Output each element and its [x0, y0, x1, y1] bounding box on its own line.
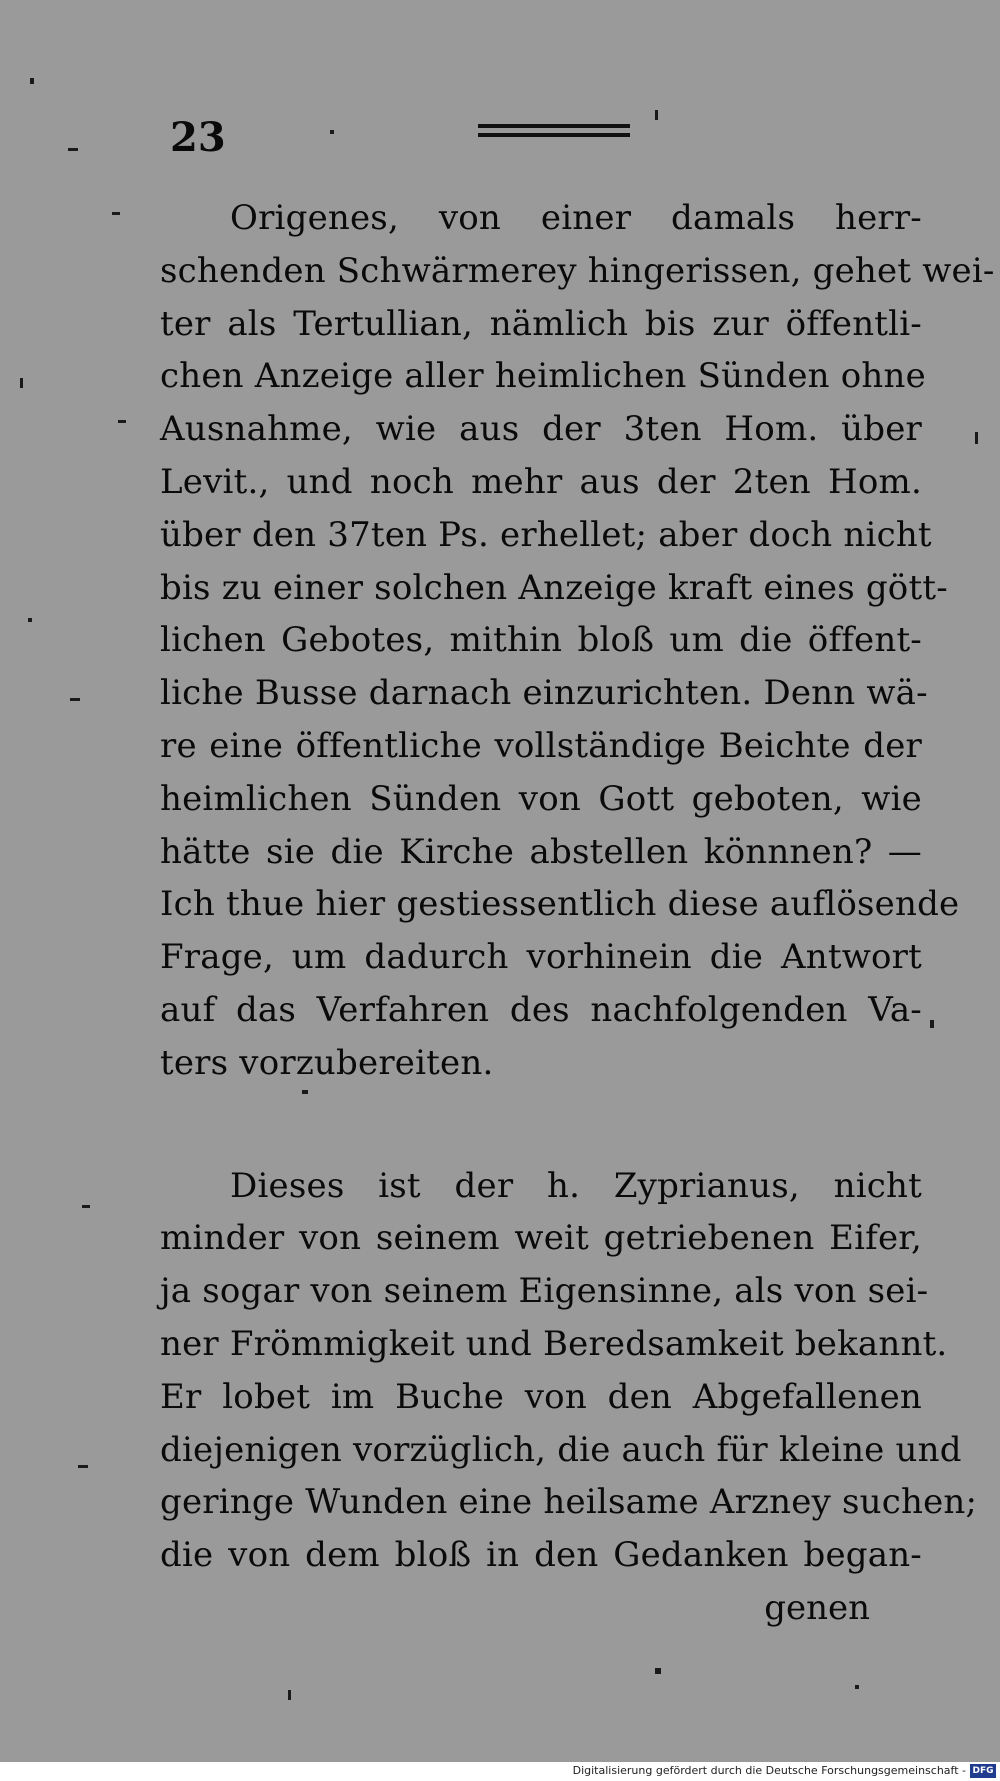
header-rule	[478, 124, 630, 144]
scan-speck	[855, 1685, 859, 1689]
scan-speck	[112, 212, 120, 215]
paragraph-gap	[160, 1090, 922, 1160]
text-line: bis zu einer solchen Anzeige kraft eines gött-	[160, 567, 948, 608]
text-line: re eine öffentliche vollständige Beichte der	[160, 725, 922, 766]
scan-speck	[78, 1465, 88, 1468]
paragraph-zyprianus	[160, 1160, 978, 1582]
text-line: Frage, um dadurch vorhinein die Antwort	[160, 937, 922, 978]
scan-speck	[70, 698, 80, 701]
text-line: ters vorzubereiten.	[160, 1042, 494, 1083]
text-line: schenden Schwärmerey hingerissen, gehet wei-	[160, 250, 995, 291]
text-line: heimlichen Sünden von Gott geboten, wie	[160, 778, 922, 819]
text-line: lichen Gebotes, mithin bloß um die öffent-	[160, 620, 922, 661]
scan-speck	[655, 1668, 661, 1674]
text-line: die von dem bloß in den Gedanken began-	[160, 1535, 922, 1576]
scan-speck	[30, 78, 34, 84]
text-line: Ich thue hier gestiessentlich diese auflösende	[160, 884, 960, 925]
text-line: minder von seinem weit getriebenen Eifer,	[160, 1218, 922, 1259]
text-line: über den 37ten Ps. erhellet; aber doch nicht	[160, 514, 932, 555]
page-body	[160, 192, 995, 1635]
scan-speck	[330, 130, 334, 134]
scan-speck	[68, 148, 78, 151]
scan-speck	[82, 1205, 90, 1208]
text-line: ter als Tertullian, nämlich bis zur öffentli-	[160, 303, 922, 344]
dfg-logo: DFG	[970, 1764, 996, 1778]
text-line: Dieses ist der h. Zyprianus, nicht	[230, 1165, 922, 1206]
header-rule-bar-bottom	[478, 133, 630, 137]
catchword: genen	[764, 1587, 870, 1628]
text-line: chen Anzeige aller heimlichen Sünden ohne	[160, 356, 926, 397]
scan-speck	[930, 1020, 934, 1028]
digitization-footer	[0, 1762, 1000, 1781]
text-line: Levit., und noch mehr aus der 2ten Hom.	[160, 461, 922, 502]
paragraph-origenes	[160, 192, 995, 1090]
text-line: geringe Wunden eine heilsame Arzney suchen;	[160, 1482, 978, 1523]
header-rule-bar-top	[478, 124, 630, 128]
text-line: diejenigen vorzüglich, die auch für kleine und	[160, 1429, 962, 1470]
scan-speck	[20, 378, 23, 388]
text-line: hätte sie die Kirche abstellen könnnen? —	[160, 831, 922, 872]
text-line: Ausnahme, wie aus der 3ten Hom. über	[160, 409, 922, 450]
scan-speck	[118, 420, 126, 423]
scan-speck	[975, 432, 978, 444]
scan-speck	[302, 1090, 308, 1094]
scan-speck	[28, 618, 32, 622]
text-line: Origenes, von einer damals herr-	[230, 198, 922, 238]
scan-speck	[655, 110, 658, 120]
text-line: liche Busse darnach einzurichten. Denn wä-	[160, 673, 928, 714]
text-line: ja sogar von seinem Eigensinne, als von sei-	[160, 1271, 929, 1312]
footer-credit: Digitalisierung gefördert durch die Deutsche Forschungsgemeinschaft -	[572, 1764, 966, 1777]
text-line: Er lobet im Buche von den Abgefallenen	[160, 1376, 922, 1417]
text-line: auf das Verfahren des nachfolgenden Va-	[160, 989, 922, 1030]
scan-speck	[288, 1690, 291, 1700]
page-number: 23	[170, 114, 226, 161]
text-line: ner Frömmigkeit und Beredsamkeit bekannt.	[160, 1323, 948, 1364]
